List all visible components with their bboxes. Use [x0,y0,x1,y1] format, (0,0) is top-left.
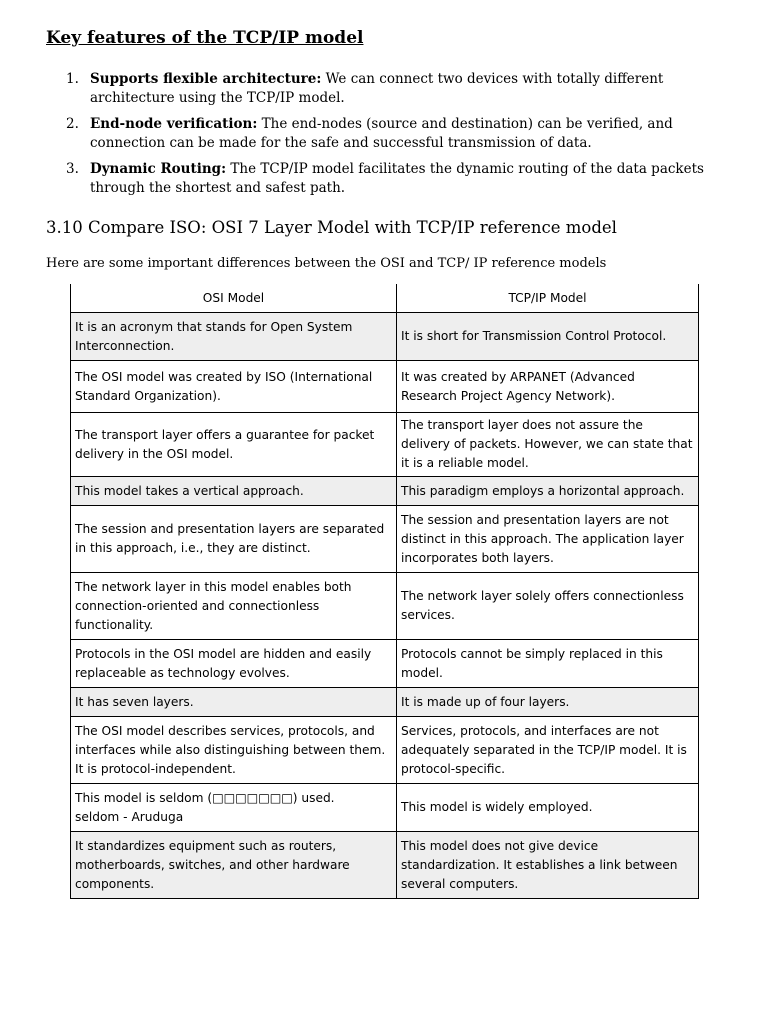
tcpip-cell: This model does not give device standardization. It establishes a link between several computers. [397,832,699,899]
osi-cell-note: seldom - Aruduga [75,809,184,824]
list-item [46,115,736,152]
osi-cell: The OSI model was created by ISO (International Standard Organization). [71,361,397,413]
tcpip-cell: It was created by ARPANET (Advanced Research Project Agency Network). [397,361,699,413]
tcpip-cell: Services, protocols, and interfaces are not adequately separated in the TCP/IP model. It is protocol-specific. [397,717,699,784]
header-tcpip: TCP/IP Model [397,284,699,313]
table-row [71,573,699,640]
tcpip-cell: It is made up of four layers. [397,688,699,717]
tcpip-cell: The network layer solely offers connectionless services. [397,573,699,640]
tcpip-cell: The session and presentation layers are not distinct in this approach. The application layer incorporates both layers. [397,506,699,573]
page-title: Key features of the TCP/IP model [46,28,364,48]
feature-term: Supports flexible architecture: [90,71,322,87]
header-osi: OSI Model [71,284,397,313]
table-row [71,413,699,477]
table-row [71,688,699,717]
section-title: 3.10 Compare ISO: OSI 7 Layer Model with TCP/IP reference model [46,218,617,237]
osi-cell: This model takes a vertical approach. [71,477,397,506]
osi-cell: It is an acronym that stands for Open System Interconnection. [71,313,397,361]
tcpip-cell: This paradigm employs a horizontal approach. [397,477,699,506]
intro-text: Here are some important differences between the OSI and TCP/ IP reference models [46,256,607,271]
list-item [46,160,736,197]
tcpip-cell: It is short for Transmission Control Protocol. [397,313,699,361]
list-number: 1. [66,71,79,87]
tcpip-cell: The transport layer does not assure the delivery of packets. However, we can state that it is a reliable model. [397,413,699,477]
table-row [71,477,699,506]
feature-text: The end-nodes (source and destination) can be verified, and connection can be made for the safe and successful transmission of data. [90,116,673,151]
feature-term: End-node verification: [90,116,258,132]
osi-cell [71,784,397,832]
feature-text: We can connect two devices with totally different architecture using the TCP/IP model. [90,71,664,106]
table-row [71,717,699,784]
feature-term: Dynamic Routing: [90,161,227,177]
table-row [71,640,699,688]
table-header-row [71,284,699,313]
osi-cell: The session and presentation layers are separated in this approach, i.e., they are distinct. [71,506,397,573]
osi-cell-line: This model is seldom (□□□□□□□) used. [75,790,335,805]
osi-cell: The OSI model describes services, protocols, and interfaces while also distinguishing between them. It is protocol-independent. [71,717,397,784]
osi-cell: Protocols in the OSI model are hidden and easily replaceable as technology evolves. [71,640,397,688]
tcpip-cell: Protocols cannot be simply replaced in this model. [397,640,699,688]
features-list [46,70,736,205]
table-row [71,506,699,573]
table-row [71,313,699,361]
feature-text: The TCP/IP model facilitates the dynamic routing of the data packets through the shortest and safest path. [90,161,704,196]
osi-cell: The transport layer offers a guarantee for packet delivery in the OSI model. [71,413,397,477]
table-row [71,832,699,899]
osi-cell: The network layer in this model enables both connection-oriented and connectionless functionality. [71,573,397,640]
table-row [71,361,699,413]
osi-cell: It has seven layers. [71,688,397,717]
osi-cell: It standardizes equipment such as routers, motherboards, switches, and other hardware components. [71,832,397,899]
table-row [71,784,699,832]
comparison-table [70,284,699,899]
list-item [46,70,736,107]
tcpip-cell: This model is widely employed. [397,784,699,832]
list-number: 2. [66,116,79,132]
list-number: 3. [66,161,79,177]
